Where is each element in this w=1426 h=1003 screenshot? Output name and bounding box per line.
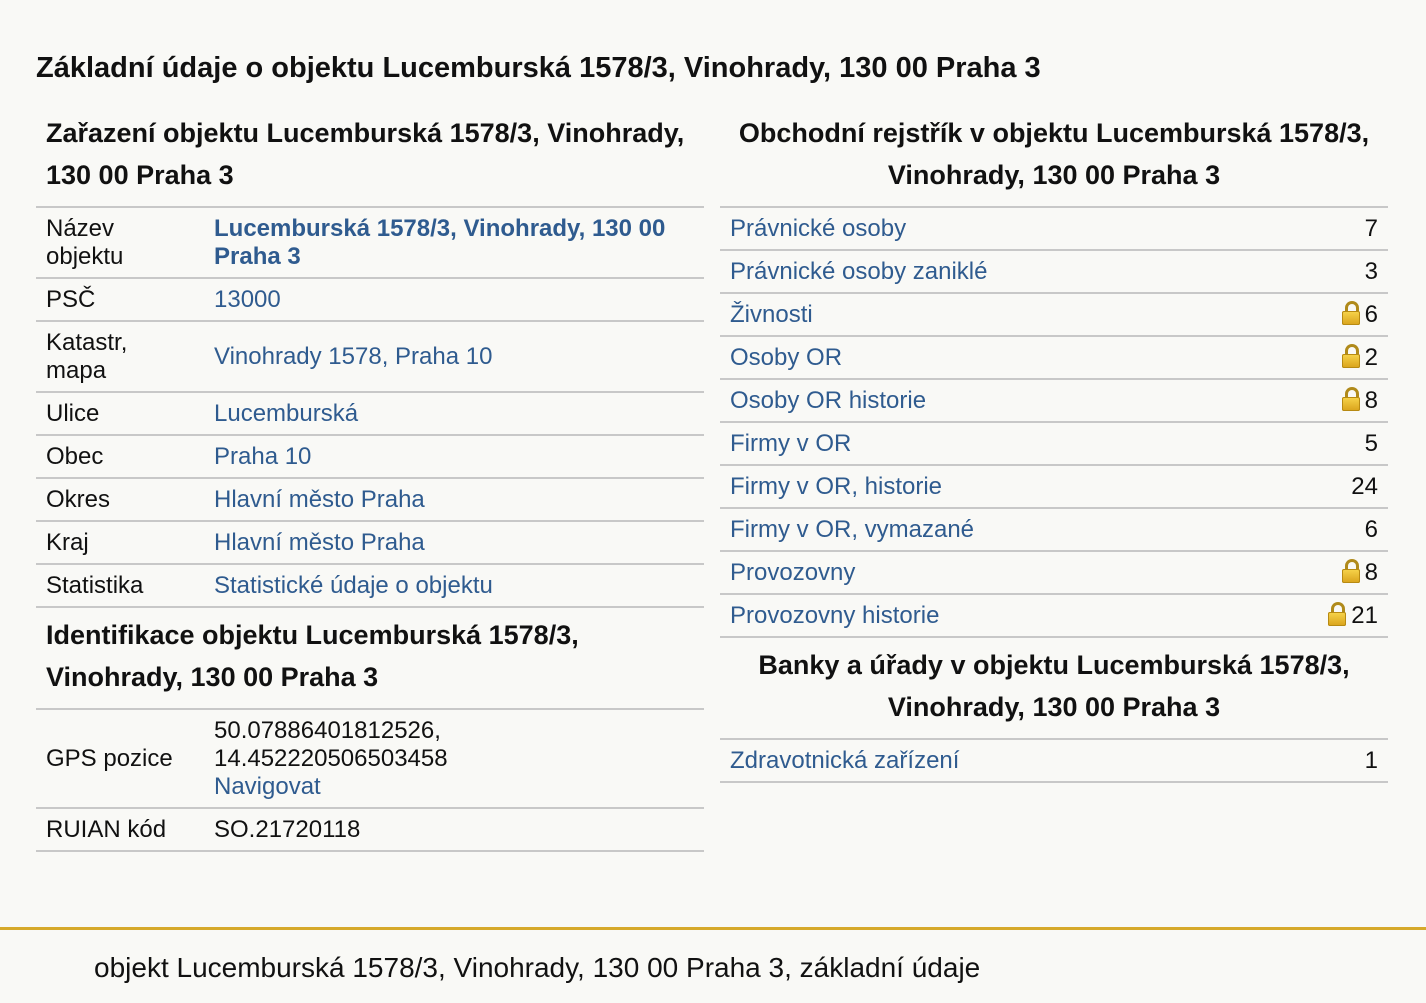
osoby-or-link[interactable]: Osoby OR	[730, 344, 843, 371]
table-row	[720, 739, 1388, 782]
table-row	[720, 422, 1388, 465]
identifikace-table	[36, 708, 704, 852]
zarazeni-table	[36, 206, 704, 608]
banky-title: Banky a úřady v objektu Lucemburská 1578/3, Vinohrady, 130 00 Praha 3	[758, 650, 1350, 722]
ulice-link[interactable]: Lucemburská	[214, 400, 359, 427]
obchodni-title: Obchodní rejstřík v objektu Lucemburská 1578/3, Vinohrady, 130 00 Praha 3	[738, 118, 1370, 190]
page-title: Základní údaje o objektu Lucemburská 1578/3, Vinohrady, 130 00 Praha 3	[36, 52, 1041, 84]
navigate-link[interactable]: Navigovat	[214, 773, 321, 800]
firmy-v-or-historie-link[interactable]: Firmy v OR, historie	[730, 473, 943, 500]
footer	[0, 927, 1426, 1003]
pravnicke-osoby-zanikle-link[interactable]: Právnické osoby zaniklé	[730, 258, 988, 285]
row-count: 5	[1254, 422, 1388, 465]
row-count: 2	[1364, 344, 1378, 371]
firmy-v-or-vymazane-link[interactable]: Firmy v OR, vymazané	[730, 516, 975, 543]
row-count: 24	[1254, 465, 1388, 508]
okres-link[interactable]: Hlavní město Praha	[214, 486, 425, 513]
lock-icon	[1342, 344, 1360, 368]
row-count: 7	[1254, 207, 1388, 250]
table-row	[36, 709, 704, 808]
table-row	[36, 435, 704, 478]
row-label: Okres	[36, 478, 204, 521]
statistika-link[interactable]: Statistické údaje o objektu	[214, 572, 493, 599]
table-row	[720, 250, 1388, 293]
table-row	[720, 207, 1388, 250]
row-count: 1	[1309, 739, 1388, 782]
firmy-v-or-link[interactable]: Firmy v OR	[730, 430, 852, 457]
right-column	[720, 112, 1388, 783]
zarazeni-title: Zařazení objektu Lucemburská 1578/3, Vinohrady, 130 00 Praha 3	[46, 118, 685, 190]
katastr-link[interactable]: Vinohrady 1578, Praha 10	[214, 343, 493, 370]
obchodni-table	[720, 206, 1388, 638]
obec-link[interactable]: Praha 10	[214, 443, 312, 470]
table-row	[36, 808, 704, 851]
table-row	[36, 478, 704, 521]
row-count: 21	[1351, 602, 1378, 629]
table-row	[720, 336, 1388, 379]
row-label: Katastr, mapa	[36, 321, 204, 392]
pravnicke-osoby-link[interactable]: Právnické osoby	[730, 215, 907, 242]
row-label: Obec	[36, 435, 204, 478]
ruian-label: RUIAN kód	[36, 808, 204, 851]
row-count: 8	[1364, 387, 1378, 414]
table-row	[36, 321, 704, 392]
banky-table	[720, 738, 1388, 783]
table-row	[720, 465, 1388, 508]
gps-latitude: 50.07886401812526,	[214, 717, 441, 744]
lock-icon	[1328, 602, 1346, 626]
row-label: Název objektu	[36, 207, 204, 278]
table-row	[36, 207, 704, 278]
table-row	[720, 379, 1388, 422]
table-row	[720, 594, 1388, 637]
row-label: Kraj	[36, 521, 204, 564]
table-row	[36, 278, 704, 321]
zivnosti-link[interactable]: Živnosti	[730, 301, 813, 328]
lock-icon	[1342, 559, 1360, 583]
kraj-link[interactable]: Hlavní město Praha	[214, 529, 425, 556]
row-count: 3	[1254, 250, 1388, 293]
psc-link[interactable]: 13000	[214, 286, 281, 313]
osoby-or-historie-link[interactable]: Osoby OR historie	[730, 387, 927, 414]
table-row	[720, 551, 1388, 594]
row-count: 8	[1364, 559, 1378, 586]
lock-icon	[1342, 387, 1360, 411]
table-row	[36, 521, 704, 564]
ruian-value: SO.21720118	[204, 808, 704, 851]
row-label: Statistika	[36, 564, 204, 607]
row-label: Ulice	[36, 392, 204, 435]
table-row	[720, 293, 1388, 336]
left-column	[36, 112, 704, 852]
provozovny-historie-link[interactable]: Provozovny historie	[730, 602, 940, 629]
row-count: 6	[1254, 508, 1388, 551]
table-row	[720, 508, 1388, 551]
provozovny-link[interactable]: Provozovny	[730, 559, 856, 586]
zdravotnicka-zarizeni-link[interactable]: Zdravotnická zařízení	[730, 747, 960, 774]
footer-text: objekt Lucemburská 1578/3, Vinohrady, 130 00 Praha 3, základní údaje	[94, 952, 981, 983]
row-label: PSČ	[36, 278, 204, 321]
row-count: 6	[1364, 301, 1378, 328]
table-row	[36, 564, 704, 607]
gps-longitude: 14.452220506503458	[214, 745, 448, 772]
lock-icon	[1342, 301, 1360, 325]
object-name-link[interactable]: Lucemburská 1578/3, Vinohrady, 130 00 Praha 3	[214, 215, 666, 270]
gps-label: GPS pozice	[36, 709, 204, 808]
table-row	[36, 392, 704, 435]
identifikace-title: Identifikace objektu Lucemburská 1578/3, Vinohrady, 130 00 Praha 3	[46, 620, 579, 692]
